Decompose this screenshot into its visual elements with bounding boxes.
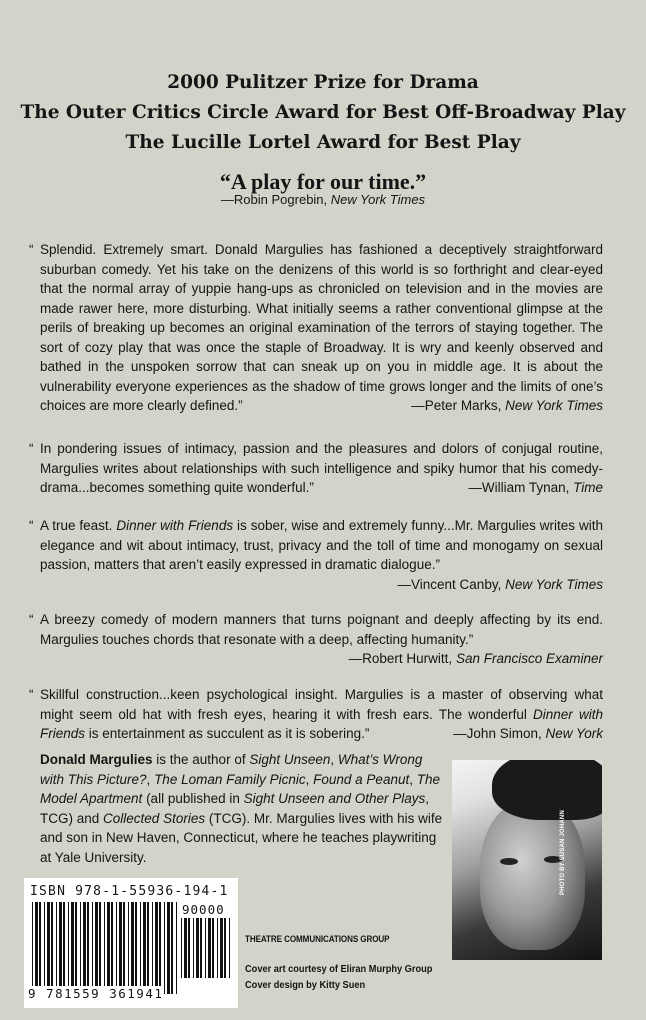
photo-credit: PHOTO BY SUSAN JOHANN (560, 810, 566, 895)
barcode-bar (83, 902, 86, 994)
isbn-barcode (24, 878, 238, 1008)
barcode-bar (119, 902, 122, 994)
barcode-bar (56, 902, 57, 994)
barcode-bar (212, 918, 214, 978)
barcode-bar (205, 918, 206, 978)
review-text: A breezy comedy of modern manners that turns poignant and deeply affecting by its end. Margulies touches chords that resonate with a deep, affecting humanity.” (40, 612, 603, 647)
review-attribution: —John Simon, New York (453, 726, 603, 741)
quote-mark: “ (29, 687, 34, 702)
barcode-bar (128, 902, 129, 994)
barcode-bar (123, 902, 125, 994)
barcode-bar (220, 918, 223, 978)
review-attribution: —Vincent Canby, New York Times (397, 576, 603, 592)
barcode-bar (217, 918, 218, 978)
author-photo (452, 760, 602, 960)
author-eye (500, 858, 518, 865)
award-lucille-lortel: The Lucille Lortel Award for Best Play (125, 132, 521, 153)
quote-mark: “ (29, 612, 34, 627)
barcode-bar (104, 902, 105, 994)
barcode-bar (159, 902, 161, 994)
barcode-bar (59, 902, 62, 994)
author-name: Donald Margulies (40, 752, 153, 767)
barcode-bar (95, 902, 98, 994)
publisher-name: THEATRE COMMUNICATIONS GROUP (245, 934, 390, 945)
barcode-bar (196, 918, 199, 978)
barcode-bar (92, 902, 93, 994)
review-william-tynan (29, 439, 603, 498)
review-vincent-canby: “ A true feast. Dinner with Friends is sober, wise and extremely funny...Mr. Margulies writes with elegance and wit about intimacy, trust, privacy and the toll of time and monogamy on sexual passion, matters that aren’t easily expressed in dramatic dialogue.” —Vincent Canby, New York Times (40, 516, 603, 594)
barcode-bar (111, 902, 113, 994)
headline-quote: “A play for our time.” (219, 169, 427, 194)
barcode-bar (152, 902, 153, 994)
barcode-bar (147, 902, 149, 994)
play-title: Dinner with Friends (40, 706, 603, 741)
cover-art-credit: Cover art courtesy of Eliran Murphy Group (245, 963, 433, 975)
quote-mark: “ (29, 441, 34, 456)
barcode-bar (135, 902, 137, 994)
review-text: In pondering issues of intimacy, passion and the pleasures and dolors of conjugal routine, Margulies writes about relationships with such intelligence and spiky humor that his comedy-drama...becomes something quite wonderful.” (40, 441, 603, 495)
addon-barcode-bars (181, 918, 231, 978)
review-text: Splendid. Extremely smart. Donald Margulies has fashioned a deceptively straightforward suburban comedy. Yet his take on the denizens of this world is so forthright and clear-eyed that the normal array of yuppie hang-ups as chronicled on television and in the movies are made rawer here, more disturbing. What initially seems a rather conventional glimpse at the perils of breaking up becomes an original examination of the terrors of staying together. The sort of cozy play that was once the staple of Broadway. It is wry and keenly observed and bathed in the unspoken sorrow that can sneak up on you in middle age. It is about the vulnerability everyone experiences as the shadow of time grows longer and the limits of one’s choices are more clearly defined.” (40, 242, 603, 413)
isbn-number: ISBN 978-1-55936-194-1 (30, 884, 229, 899)
barcode-bar (68, 902, 69, 994)
barcode-bar (51, 902, 53, 994)
ean-digits: 9 781559 361941 (28, 986, 164, 1001)
barcode-bar (167, 902, 170, 994)
barcode-bar (229, 918, 230, 978)
ean-barcode-bars (32, 902, 178, 994)
barcode-bar (181, 918, 182, 978)
barcode-bar (193, 918, 194, 978)
barcode-bar (140, 902, 141, 994)
barcode-bar (176, 902, 177, 994)
review-peter-marks (29, 240, 603, 416)
award-outer-critics: The Outer Critics Circle Award for Best Off-Broadway Play (20, 102, 626, 123)
headline-source: New York Times (330, 192, 426, 207)
play-title: Dinner with Friends (116, 518, 234, 533)
barcode-bar (164, 902, 165, 994)
review-robert-hurwitt (29, 610, 603, 669)
barcode-bar (131, 902, 134, 994)
price-code: 90000 (182, 902, 225, 917)
barcode-bar (63, 902, 65, 994)
barcode-bar (116, 902, 117, 994)
barcode-bar (35, 902, 38, 994)
barcode-bar (47, 902, 50, 994)
author-hair (492, 760, 602, 820)
barcode-bar (44, 902, 45, 994)
barcode-bar (80, 902, 81, 994)
barcode-bar (208, 918, 211, 978)
awards-block (0, 68, 646, 158)
barcode-bar (39, 902, 41, 994)
award-pulitzer: 2000 Pulitzer Prize for Drama (167, 72, 479, 93)
barcode-bar (99, 902, 101, 994)
barcode-bar (155, 902, 158, 994)
quote-mark: “ (29, 242, 34, 257)
review-attribution: —William Tynan, Time (468, 480, 603, 495)
barcode-bar (184, 918, 187, 978)
quote-mark: “ (29, 518, 34, 533)
barcode-bar (200, 918, 202, 978)
barcode-bar (143, 902, 146, 994)
barcode-bar (107, 902, 110, 994)
barcode-bar (75, 902, 77, 994)
review-attribution: —Peter Marks, New York Times (411, 398, 603, 413)
barcode-bar (32, 902, 33, 994)
review-john-simon: “ Skillful construction...keen psychological insight. Margulies is a master of observing what might seem old hat with fresh eyes, hearing it with fresh ears. The wonderful Dinner with Friends is entertainment as succulent as it is sobering.” —John Simon, New York (40, 685, 603, 744)
barcode-bar (188, 918, 190, 978)
author-bio: Donald Margulies is the author of Sight Unseen, What’s Wrong with This Picture?, The Loman Family Picnic, Found a Peanut, The Model Apartment (all published in Sight Unseen and Other Plays, TCG) and Collected Stories (TCG). Mr. Margulies lives with his wife and son in New Haven, Connecticut, where he teaches playwriting at Yale University. (40, 752, 443, 865)
barcode-bar (171, 902, 173, 994)
author-face (480, 800, 585, 950)
barcode-bar (224, 918, 226, 978)
cover-design-credit: Cover design by Kitty Suen (245, 979, 366, 991)
headline-attribution: —Robin Pogrebin, New York Times (220, 192, 426, 207)
barcode-bar (71, 902, 74, 994)
barcode-bar (87, 902, 89, 994)
review-attribution: —Robert Hurwitt, San Francisco Examiner (348, 651, 603, 666)
